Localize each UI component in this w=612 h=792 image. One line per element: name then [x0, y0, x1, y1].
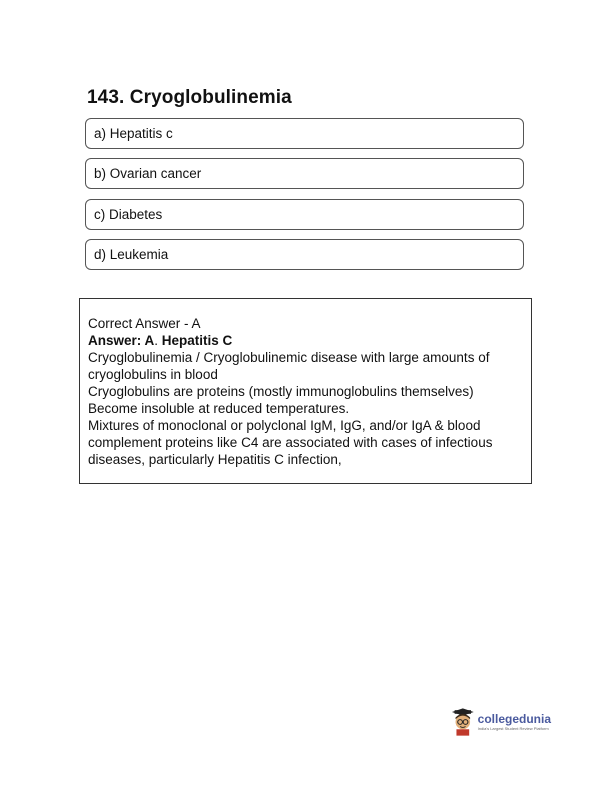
collegedunia-logo	[451, 706, 551, 738]
option-d[interactable]: d) Leukemia	[85, 239, 524, 270]
explanation-line: Become insoluble at reduced temperatures.	[88, 401, 350, 416]
logo-brand: collegedunia	[477, 712, 551, 726]
answer-dot: .	[154, 333, 159, 348]
logo-tagline: India's Largest Student Review Platform	[477, 726, 549, 731]
explanation-line: Cryoglobulinemia / Cryoglobulinemic disease with large amounts of	[88, 350, 490, 365]
mascot-icon	[451, 707, 475, 737]
answer-label: Answer: A	[88, 333, 155, 348]
correct-answer-line: Correct Answer - A	[88, 316, 201, 331]
question-title: 143. Cryoglobulinemia	[87, 87, 292, 108]
explanation-line: Mixtures of monoclonal or polyclonal IgM, IgG, and/or IgA & blood	[88, 418, 481, 433]
answer-value: Hepatitis C	[158, 333, 233, 348]
answer-box	[79, 298, 532, 484]
explanation-line: diseases, particularly Hepatitis C infection,	[88, 452, 342, 467]
answer-heading	[88, 332, 523, 349]
option-a[interactable]: a) Hepatitis c	[85, 118, 524, 149]
explanation-line: Cryoglobulins are proteins (mostly immunoglobulins themselves)	[88, 384, 474, 399]
explanation-line: cryoglobulins in blood	[88, 367, 218, 382]
explanation-line: complement proteins like C4 are associated with cases of infectious	[88, 435, 493, 450]
option-b[interactable]: b) Ovarian cancer	[85, 158, 524, 189]
option-c[interactable]: c) Diabetes	[85, 199, 524, 230]
